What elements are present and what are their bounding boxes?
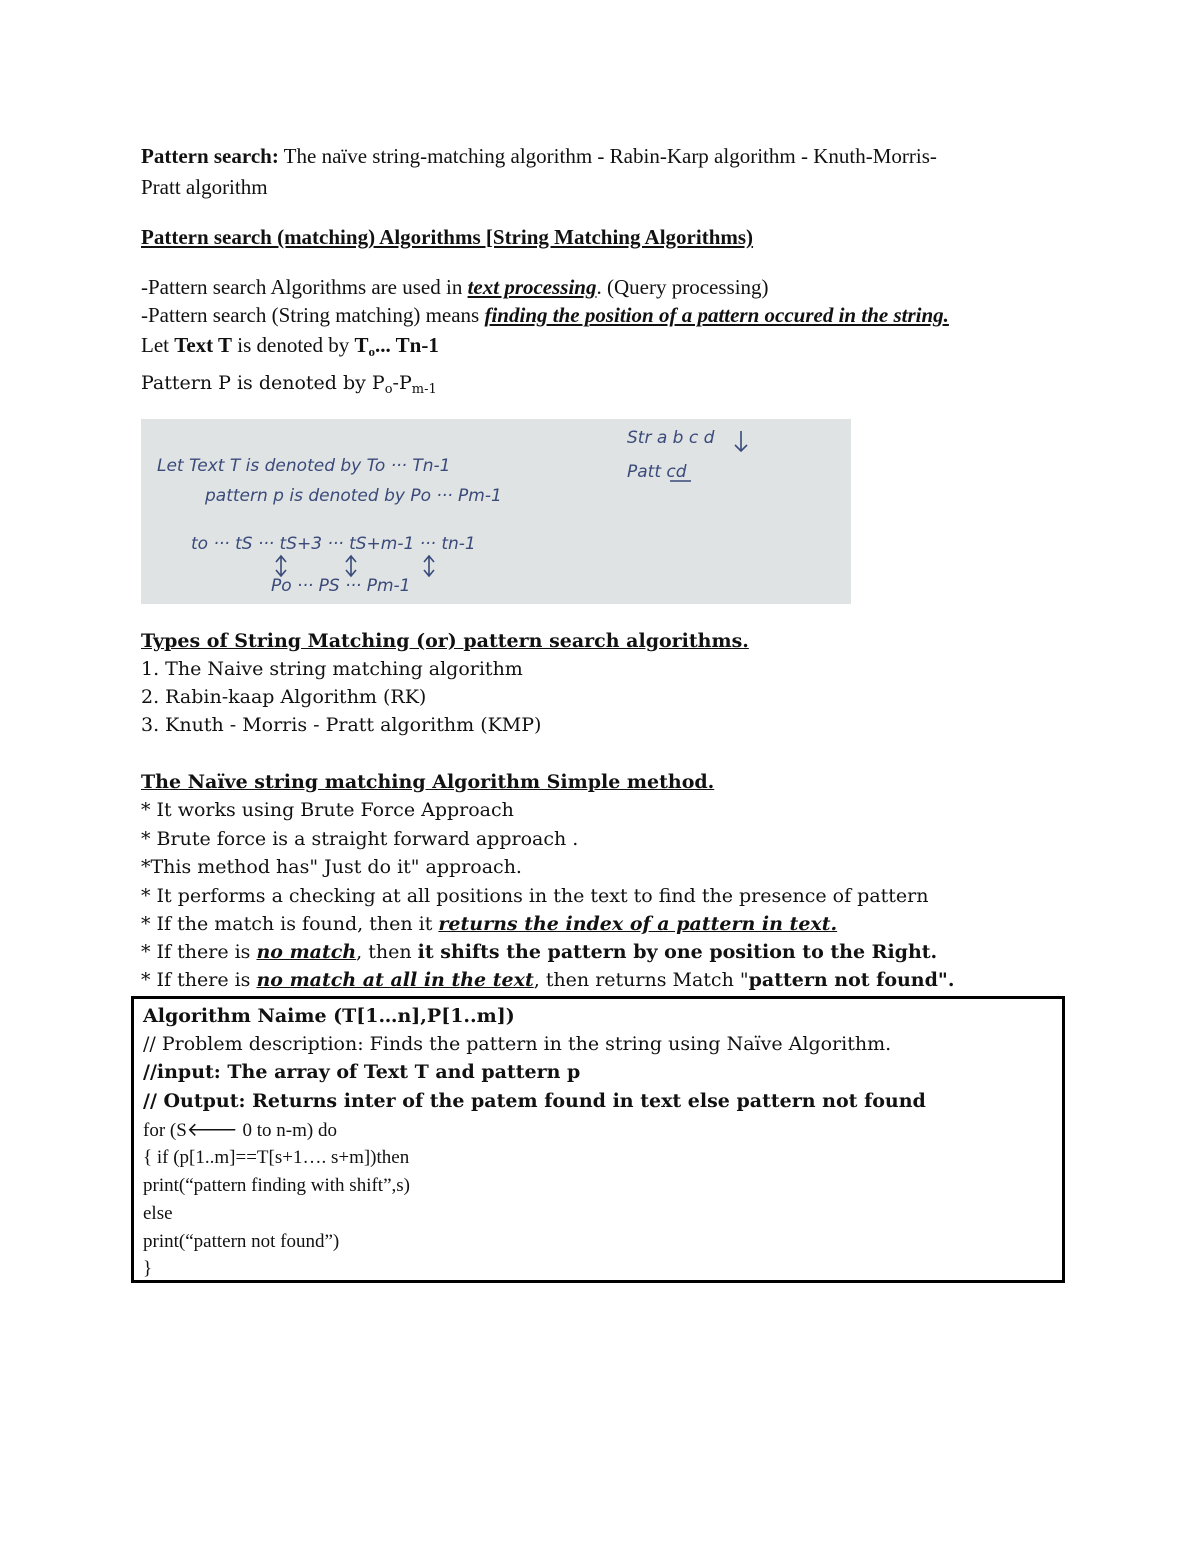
algorithm-box [131, 996, 1065, 1283]
bullet-6-bold: it shifts the pattern by one position to the Right. [417, 941, 938, 963]
types-item-1: 1. The Naive string matching algorithm [141, 658, 523, 680]
photo-line-3: to ··· tS ··· tS+3 ··· tS+m-1 ··· tn-1 [191, 534, 476, 554]
photo-note-1: Str a b c d [627, 428, 715, 448]
intro-text: The naïve string-matching algorithm - Rabin-Karp algorithm - Knuth-Morris- [278, 144, 937, 168]
algorithm-close-brace: } [143, 1258, 153, 1279]
algorithm-else: else [143, 1203, 173, 1224]
bullet-2: * Brute force is a straight forward approach . [141, 828, 579, 850]
types-item-2: 2. Rabin-kaap Algorithm (RK) [141, 686, 427, 708]
naive-heading: The Naïve string matching Algorithm Simple method. [141, 771, 715, 793]
photo-line-4: Po ··· PS ··· Pm-1 [271, 576, 411, 596]
algorithm-output: // Output: Returns inter of the patem found in text else pattern not found [143, 1090, 926, 1112]
bullet-6-mid: , then [356, 941, 418, 963]
bullet-6 [141, 941, 937, 963]
p4-sub-o: o [384, 382, 393, 397]
bullet-7-emphasis: no match at all in the text [256, 969, 534, 991]
p3-tn: ... Tn-1 [375, 333, 439, 357]
photo-line-1: Let Text T is denoted by To ··· Tn-1 [157, 456, 451, 476]
photo-note-2: Patt cd [627, 462, 687, 482]
handwritten-notes-photo [141, 419, 851, 604]
algorithm-print-not-found: print(“pattern not found”) [143, 1231, 340, 1252]
bullet-3: *This method has" Just do it" approach. [141, 856, 522, 878]
paragraph-pattern-notation [141, 372, 437, 397]
p1-tail: . (Query processing) [596, 275, 769, 299]
up-down-arrow-icon [424, 556, 434, 576]
p4-text: Pattern P is denoted by P [141, 372, 385, 394]
up-down-arrow-icon [276, 556, 286, 576]
bullet-7-end: ". [937, 969, 955, 991]
bullet-6-emphasis: no match [256, 941, 357, 963]
p3-let: Let [141, 333, 175, 357]
bullet-5-text: * If the match is found, then it [141, 913, 439, 935]
p3-t-sub: o [368, 344, 376, 359]
intro-label: Pattern search: [141, 144, 279, 168]
p1-emphasis: text processing [467, 275, 597, 299]
bullet-5-emphasis: returns the index of a pattern in text. [438, 913, 838, 935]
intro-line-2: Pratt algorithm [141, 175, 268, 199]
p1-text: -Pattern search Algorithms are used in [141, 275, 468, 299]
photo-line-2: pattern p is denoted by Po ··· Pm-1 [205, 486, 502, 506]
algorithm-title: Algorithm Naime (T[1…n],P[1..m]) [143, 1005, 515, 1027]
handwriting-drawing [141, 419, 851, 604]
up-down-arrow-icon [346, 556, 356, 576]
paragraph-text-processing [141, 275, 769, 300]
types-heading: Types of String Matching (or) pattern search algorithms. [141, 630, 749, 652]
algorithm-for-line: for (S🡐 0 to n-m) do [143, 1120, 337, 1141]
bullet-4: * It performs a checking at all positions in the text to find the presence of pattern [141, 885, 929, 907]
paragraph-text-notation [141, 333, 439, 360]
p2-text: -Pattern search (String matching) means [141, 303, 485, 327]
arrow-icon [735, 431, 747, 451]
p4-pm: -P [392, 372, 412, 394]
algorithm-input: //input: The array of Text T and pattern p [143, 1061, 581, 1083]
paragraph-string-matching [141, 303, 949, 328]
algorithm-if-line: { if (p[1..m]==T[s+1…. s+m])then [143, 1147, 410, 1168]
bullet-7-mid: , then returns Match " [533, 969, 749, 991]
main-heading: Pattern search (matching) Algorithms [String Matching Algorithms) [141, 225, 754, 249]
algorithm-print-shift: print(“pattern finding with shift”,s) [143, 1175, 410, 1196]
bullet-7-text: * If there is [141, 969, 257, 991]
p3-text-t: Text T [174, 333, 233, 357]
p3-t: T [354, 333, 369, 357]
types-item-3: 3. Knuth - Morris - Pratt algorithm (KMP) [141, 714, 542, 736]
p4-sub-m: m-1 [411, 382, 437, 397]
bullet-5 [141, 913, 837, 935]
p3-denoted: is denoted by [232, 333, 355, 357]
bullet-7-bold: pattern not found [748, 969, 938, 991]
bullet-6-text: * If there is [141, 941, 257, 963]
bullet-7 [141, 969, 954, 991]
bullet-1: * It works using Brute Force Approach [141, 799, 514, 821]
intro-line-1 [141, 144, 937, 169]
algorithm-description: // Problem description: Finds the pattern in the string using Naïve Algorithm. [143, 1033, 892, 1055]
p2-emphasis: finding the position of a pattern occured in the string. [484, 303, 949, 327]
